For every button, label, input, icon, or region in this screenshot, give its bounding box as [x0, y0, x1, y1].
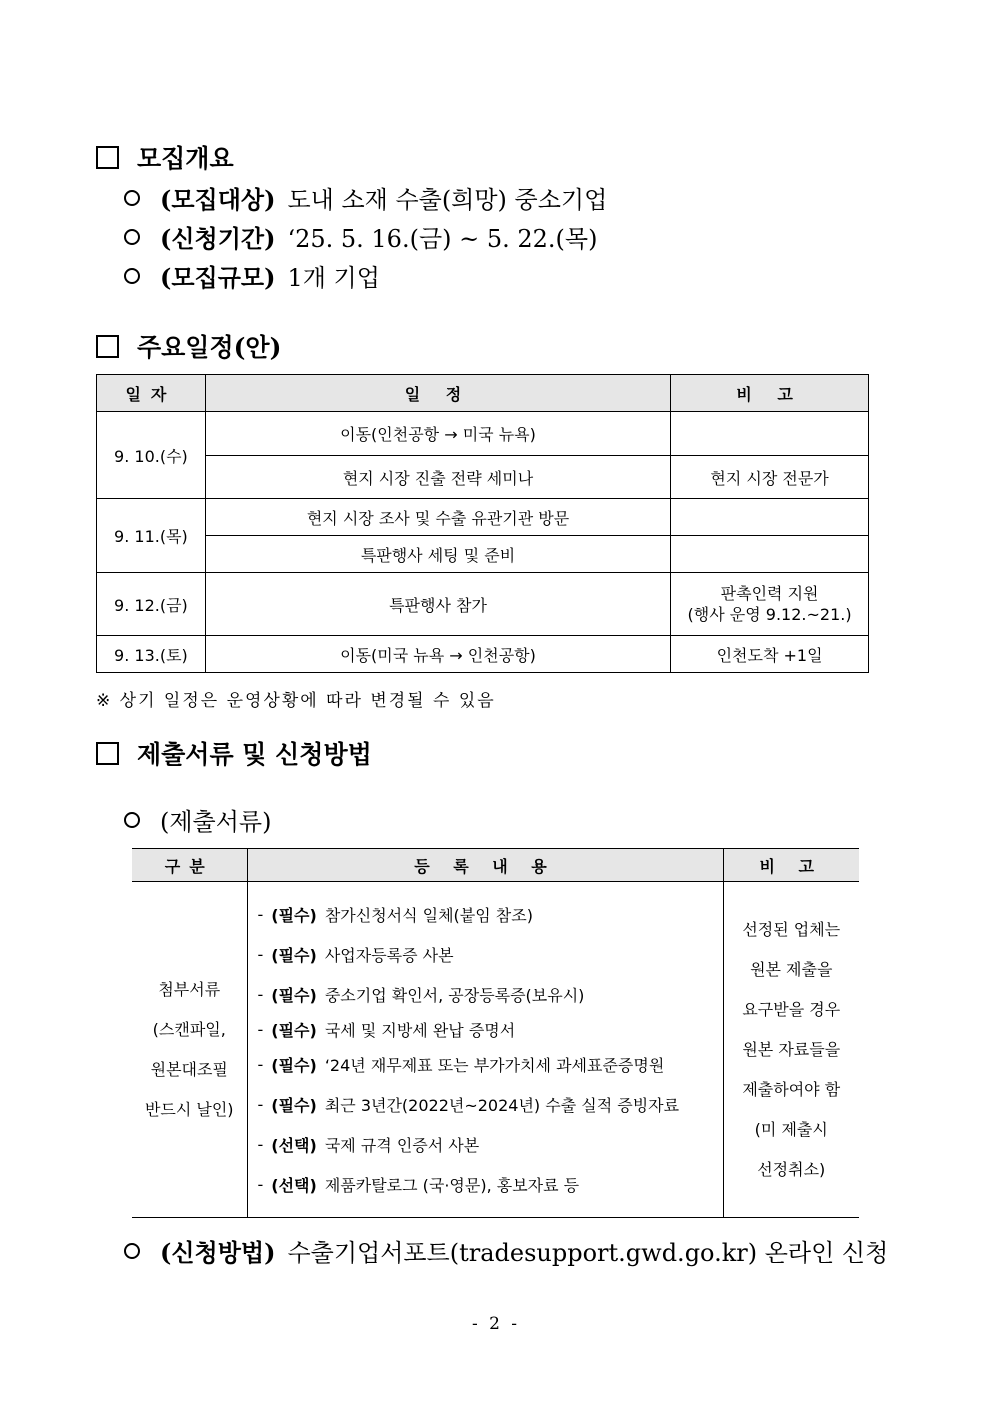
list-item: - (선택) 제품카탈로그 (국·영문), 홍보자료 등: [257, 1175, 580, 1195]
schedule-note: [671, 536, 869, 573]
header-content: 등 록 내 용: [247, 849, 723, 882]
header-schedule: 일 정: [205, 375, 670, 412]
table-row: [97, 573, 869, 636]
submission-section-title: 제출서류 및 신청방법: [96, 735, 372, 771]
header-remark: 비 고: [723, 849, 859, 882]
circle-bullet-icon: [124, 268, 140, 284]
schedule-date: 9. 11.(목): [97, 499, 206, 573]
table-row: [97, 456, 869, 499]
schedule-event: 이동(인천공항 → 미국 뉴욕): [205, 412, 670, 456]
schedule-note: [671, 573, 869, 636]
circle-bullet-icon: [124, 229, 140, 245]
schedule-date: 9. 10.(수): [97, 412, 206, 499]
schedule-table: [96, 374, 869, 673]
schedule-note: [671, 499, 869, 536]
schedule-date: 9. 12.(금): [97, 573, 206, 636]
schedule-date: 9. 13.(토): [97, 636, 206, 673]
overview-item-scale: (모집규모) 1개 기업: [124, 258, 380, 293]
schedule-event: 이동(미국 뉴욕 → 인천공항): [205, 636, 670, 673]
schedule-footnote: ※ 상기 일정은 운영상황에 따라 변경될 수 있음: [96, 691, 496, 711]
header-category: 구분: [132, 849, 247, 882]
table-row: [97, 636, 869, 673]
checkbox-square-icon: [96, 742, 119, 765]
table-row: [97, 499, 869, 536]
schedule-note: 현지 시장 전문가: [671, 456, 869, 499]
list-item: - (필수) 최근 3년간(2022년~2024년) 수출 실적 증빙자료: [257, 1095, 680, 1115]
table-row: [132, 882, 859, 1218]
submission-method: (신청방법) 수출기업서포트(tradesupport.gwd.go.kr) 온라인 신청: [124, 1233, 888, 1268]
list-item: - (필수) 국세 및 지방세 완납 증명서: [257, 1020, 516, 1040]
schedule-event: 현지 시장 조사 및 수출 유관기관 방문: [205, 499, 670, 536]
schedule-event: 현지 시장 진출 전략 세미나: [205, 456, 670, 499]
schedule-event: 특판행사 세팅 및 준비: [205, 536, 670, 573]
document-remark: 선정된 업체는 원본 제출을 요구받을 경우 원본 자료들을 제출하여야 함 (미 제출시 선정취소): [723, 882, 859, 1218]
document-list: [247, 882, 723, 1218]
list-item: - (필수) ‘24년 재무제표 또는 부가가치세 과세표준증명원: [257, 1055, 665, 1075]
checkbox-square-icon: [96, 335, 119, 358]
table-row: [97, 412, 869, 456]
overview-item-period: (신청기간) ‘25. 5. 16.(금) ~ 5. 22.(목): [124, 219, 597, 254]
circle-bullet-icon: [124, 812, 140, 828]
overview-item-target: (모집대상) 도내 소재 수출(희망) 중소기업: [124, 180, 607, 215]
header-date: 일자: [97, 375, 206, 412]
documents-table: [132, 848, 859, 1218]
schedule-note-line: 판촉인력 지원: [720, 584, 819, 603]
header-remark: 비 고: [671, 375, 869, 412]
submission-docs-label: (제출서류): [124, 802, 271, 837]
circle-bullet-icon: [124, 1243, 140, 1259]
list-item: - (필수) 참가신청서식 일체(붙임 참조): [257, 905, 533, 925]
table-header-row: [97, 375, 869, 412]
overview-section-title: 모집개요: [96, 139, 234, 175]
schedule-note: 인천도착 +1일: [671, 636, 869, 673]
table-row: [97, 536, 869, 573]
schedule-section-title: 주요일정(안): [96, 328, 281, 364]
schedule-event: 특판행사 참가: [205, 573, 670, 636]
list-item: - (필수) 중소기업 확인서, 공장등록증(보유시): [257, 985, 585, 1005]
checkbox-square-icon: [96, 146, 119, 169]
list-item: - (필수) 사업자등록증 사본: [257, 945, 454, 965]
list-item: - (선택) 국제 규격 인증서 사본: [257, 1135, 480, 1155]
schedule-note: [671, 412, 869, 456]
schedule-note-line: (행사 운영 9.12.~21.): [687, 605, 852, 624]
document-category: 첨부서류 (스캔파일, 원본대조필 반드시 날인): [132, 882, 247, 1218]
page-number: - 2 -: [471, 1314, 521, 1334]
table-header-row: [132, 849, 859, 882]
circle-bullet-icon: [124, 190, 140, 206]
